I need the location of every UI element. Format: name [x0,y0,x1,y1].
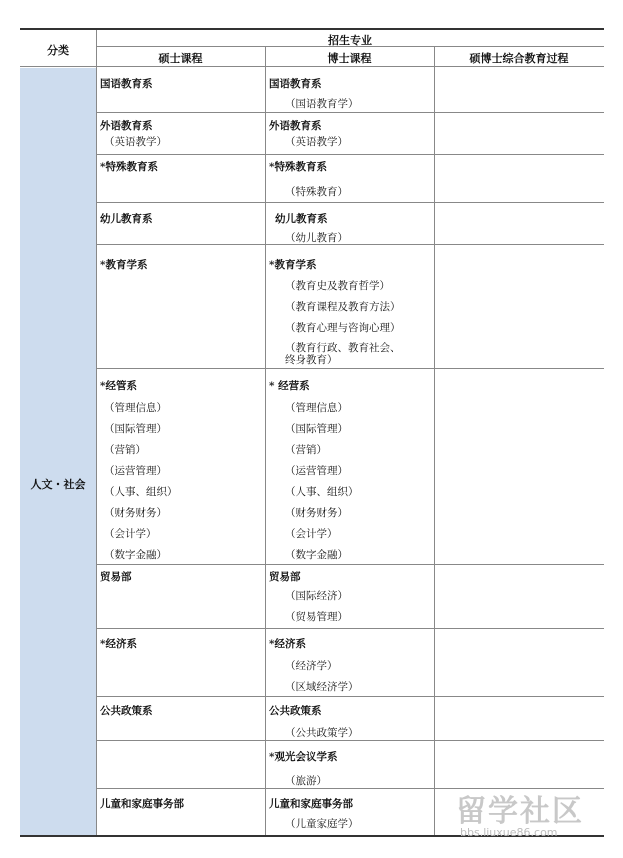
row-divider [96,564,604,565]
doctor-course-text: 外语教育系 [269,120,322,132]
header-master: 硕士课程 [158,52,203,65]
doctor-course-text: （经济学） [285,660,338,672]
doctor-course-text: （财务财务） [285,507,348,519]
admission-table [20,28,604,837]
doctor-course-text: *观光会议学系 [269,751,338,763]
doctor-course-text: （教育行政、教育社会、 [285,342,401,354]
master-course-text: （数字金融） [104,549,167,561]
doctor-course-text: 终身教育） [285,354,338,366]
row-divider [96,628,604,629]
doctor-course-text: （幼儿教育） [285,232,348,244]
doctor-course-text: （教育课程及教育方法） [285,301,401,313]
master-course-text: *经济系 [100,638,137,650]
master-course-text: 幼儿教育系 [100,213,153,225]
doctor-course-text: （营销） [285,444,327,456]
header-doctor: 博士课程 [327,52,372,65]
doctor-course-text: （运营管理） [285,465,348,477]
master-course-text: （营销） [104,444,146,456]
doctor-course-text: （儿童家庭学） [285,818,359,830]
master-course-text: （英语教学） [104,136,167,148]
doctor-course-text: （贸易管理） [285,611,348,623]
doctor-course-text: （人事、组织） [285,486,359,498]
doctor-course-text: （国语教育学） [285,98,359,110]
doctor-course-text: （旅游） [285,775,327,787]
master-doctor-divider [265,46,266,835]
master-course-text: （会计学） [104,528,157,540]
master-course-text: （国际管理） [104,423,167,435]
doctor-course-text: （管理信息） [285,402,348,414]
master-course-text: 公共政策系 [100,705,153,717]
doctor-course-text: *特殊教育系 [269,161,327,173]
doctor-course-text: （数字金融） [285,549,348,561]
header-category: 分类 [47,44,69,57]
master-course-text: 外语教育系 [100,120,153,132]
doctor-course-text: 国语教育系 [269,78,322,90]
watermark-logo-text: 留学社区 [456,794,584,829]
row-divider [96,696,604,697]
doctor-course-text: （公共政策学） [285,727,359,739]
doctor-course-text: 幼儿教育系 [275,213,328,225]
master-course-text: *教育学系 [100,259,148,271]
doctor-course-text: （教育史及教育哲学） [285,280,390,292]
row-divider [96,154,604,155]
doctor-course-text: （会计学） [285,528,338,540]
row-divider [96,244,604,245]
master-course-text: *特殊教育系 [100,161,158,173]
doctor-course-text: （英语教学） [285,136,348,148]
doctor-course-text: （特殊教育） [285,186,348,198]
doctor-course-text: * 经营系 [269,380,310,392]
category-label: 人文・社会 [30,478,86,491]
header-bottom-line [20,66,604,67]
category-column [20,68,97,835]
row-divider [96,368,604,369]
doctor-course-text: （教育心理与咨询心理） [285,322,401,334]
doctor-course-text: （国际经济） [285,590,348,602]
master-course-text: 国语教育系 [100,78,153,90]
doctor-course-text: 儿童和家庭事务部 [269,798,353,810]
master-course-text: （人事、组织） [104,486,178,498]
category-divider [96,30,97,835]
header-admission: 招生专业 [328,34,372,47]
master-course-text: （财务财务） [104,507,167,519]
doctor-course-text: *经济系 [269,638,306,650]
doctor-course-text: （国际管理） [285,423,348,435]
doctor-course-text: （区域经济学） [285,681,359,693]
master-course-text: *经管系 [100,380,137,392]
doctor-course-text: *教育学系 [269,259,317,271]
row-divider [96,202,604,203]
watermark [452,786,612,846]
doctor-course-text: 公共政策系 [269,705,322,717]
master-course-text: 儿童和家庭事务部 [100,798,184,810]
doctor-combined-divider [434,46,435,835]
master-course-text: （运营管理） [104,465,167,477]
watermark-url: bbs.liuxue86.com [460,826,558,839]
master-course-text: 贸易部 [100,571,132,583]
doctor-course-text: 贸易部 [269,571,301,583]
header-divider [96,46,604,47]
row-divider [96,112,604,113]
header-combined: 硕博士综合教育过程 [469,52,569,65]
master-course-text: （管理信息） [104,402,167,414]
row-divider [96,740,604,741]
